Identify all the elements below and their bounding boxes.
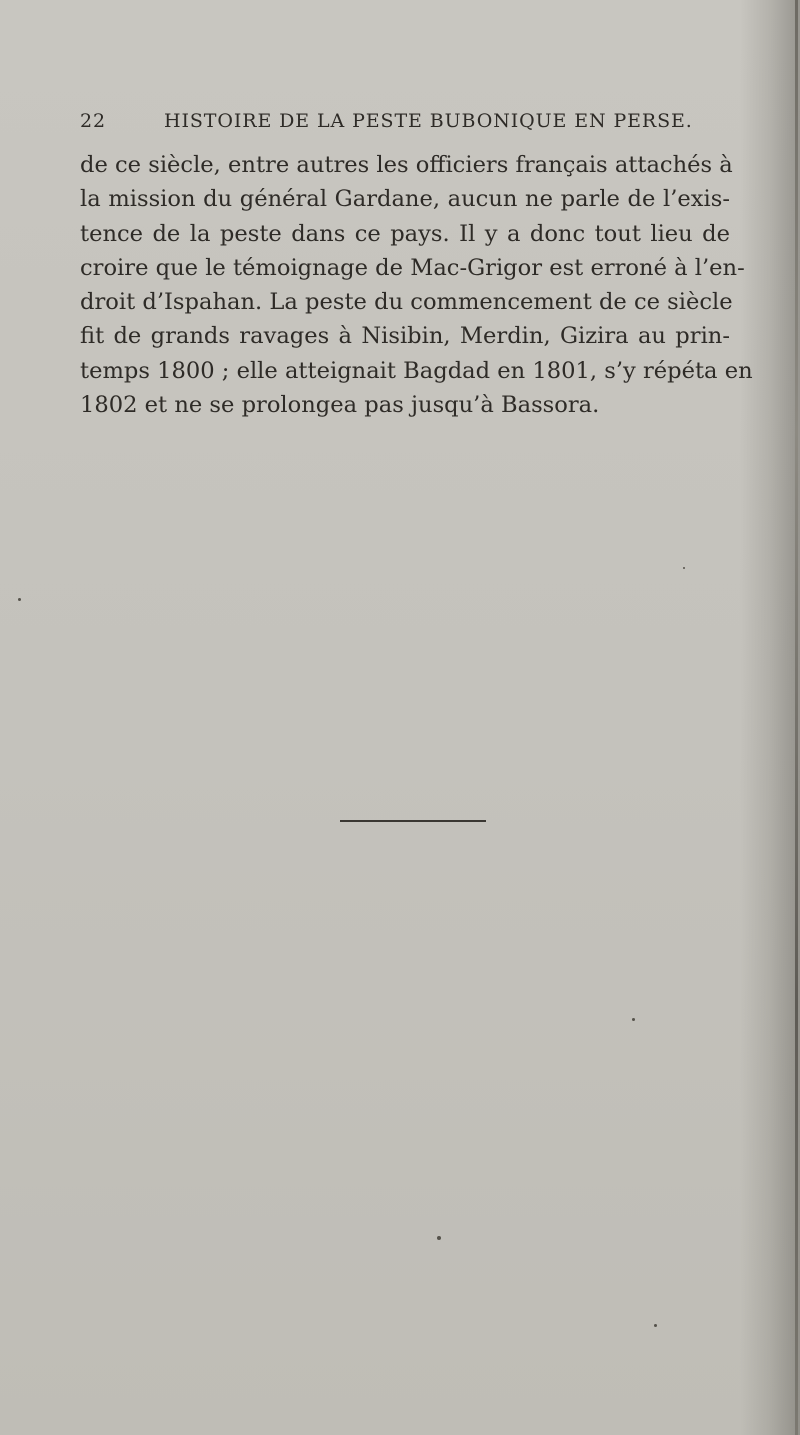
text-line: de ce siècle, entre autres les officiers français attachés à bbox=[80, 152, 733, 178]
running-head bbox=[80, 106, 740, 136]
running-title: HISTOIRE DE LA PESTE BUBONIQUE EN PERSE. bbox=[164, 110, 693, 132]
page-edge bbox=[795, 0, 798, 1435]
section-rule bbox=[340, 820, 486, 822]
paper-speck bbox=[683, 567, 685, 569]
text-line: droit d’Ispahan. La peste du commencement de ce siècle bbox=[80, 289, 733, 316]
text-line: temps 1800 ; elle atteignait Bagdad en 1801, s’y répéta en bbox=[80, 357, 753, 384]
text-line: tence de la peste dans ce pays. Il y a donc tout lieu de bbox=[80, 220, 730, 247]
paper-speck bbox=[654, 1324, 657, 1327]
paper-speck bbox=[632, 1018, 635, 1021]
page-number: 22 bbox=[80, 110, 106, 132]
text-line-last: 1802 et ne se prolongea pas jusqu’à Bassora. bbox=[80, 392, 600, 419]
paper-speck bbox=[437, 1236, 441, 1240]
text-line: fit de grands ravages à Nisibin, Merdin, Gizira au prin- bbox=[80, 323, 730, 350]
paper-speck bbox=[18, 598, 21, 601]
body-text bbox=[80, 148, 753, 422]
text-line: croire que le témoignage de Mac-Grigor est erroné à l’en- bbox=[80, 254, 745, 281]
text-line: la mission du général Gardane, aucun ne parle de l’exis- bbox=[80, 186, 730, 213]
